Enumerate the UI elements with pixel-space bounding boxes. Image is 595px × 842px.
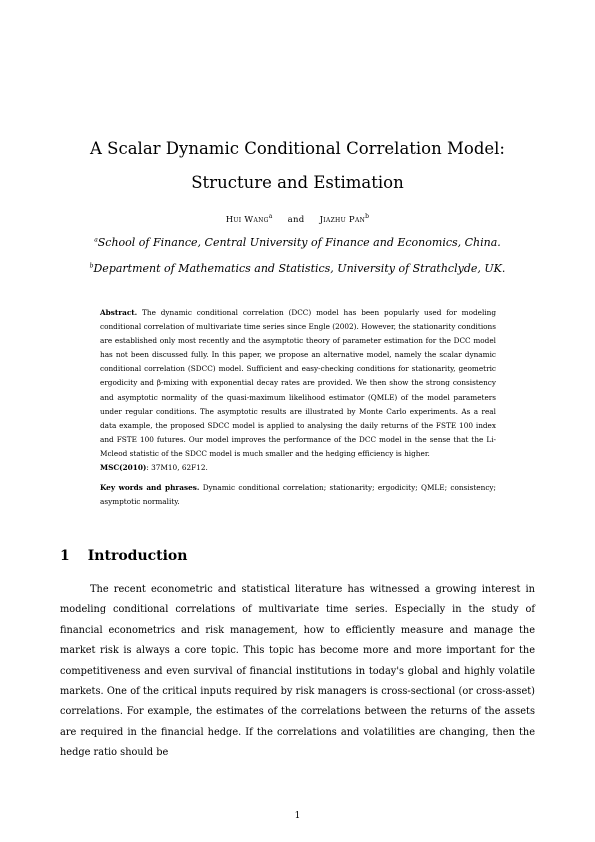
affiliation-a bbox=[60, 236, 535, 249]
intro-paragraph: The recent econometric and statistical literature has witnessed a growing interest in modeling conditional correlations of multivariate time series. Especially in the study of financial econometrics and risk management, how to efficiently measure and manage the market risk is always a core topic. This topic has become more and more important for the competitiveness and even survival of financial institutions in today's global and highly volatile markets. One of the critical inputs required by risk managers is cross-sectional (or cross-asset) correlations. For example, the estimates of the correlations between the returns of the assets are required in the financial hedge. If the correlations and volatilities are changing, then the hedge ratio should be bbox=[60, 584, 535, 759]
section-number: 1 bbox=[60, 548, 70, 564]
paper-title-line2: Structure and Estimation bbox=[191, 173, 404, 192]
affiliation-b bbox=[60, 262, 535, 275]
keywords-label: Key words and phrases. bbox=[100, 483, 200, 493]
abstract-block bbox=[100, 306, 496, 509]
msc-line bbox=[100, 461, 496, 475]
author-name: Jiazhu Pan bbox=[319, 214, 366, 225]
msc-label: MSC(2010) bbox=[100, 463, 147, 473]
abstract-paragraph bbox=[100, 306, 496, 461]
section-title: Introduction bbox=[87, 548, 188, 564]
msc-value: : 37M10, 62F12. bbox=[146, 463, 208, 473]
affiliation-mark: b bbox=[365, 213, 370, 220]
abstract-text: The dynamic conditional correlation (DCC) model has been popularly used for modeling conditional correlation of multivariate time series since Engle (2002). However, the stationarity conditions are established only most recently and the asymptotic theory of parameter estimation for the DCC model has not been discussed fully. In this paper, we propose an alternative model, namely the scalar dynamic conditional correlation (SDCC) model. Sufficient and easy-checking conditions for stationarity, geometric ergodicity and β-mixing with exponential decay rates are provided. We then show the strong consistency and asymptotic normality of the quasi-maximum likelihood estimator (QMLE) of the model parameters under regular conditions. The asymptotic results are illustrated by Monte Carlo experiments. As a real data example, the proposed SDCC model is applied to analysing the daily returns of the FSTE 100 index and FSTE 100 futures. Our model improves the performance of the DCC model in the sense that the Li-Mcleod statistic of the SDCC model is much smaller and the hedging efficiency is higher. bbox=[100, 308, 496, 458]
section-heading bbox=[60, 548, 187, 564]
affiliation-text: Department of Mathematics and Statistics, University of Strathclyde, UK. bbox=[93, 262, 506, 275]
author-name: Hui Wang bbox=[225, 214, 269, 225]
page-number: 1 bbox=[294, 811, 301, 821]
author-line bbox=[60, 213, 535, 225]
affiliation-text: School of Finance, Central University of Finance and Economics, China. bbox=[97, 236, 501, 249]
paper-title-line1: A Scalar Dynamic Conditional Correlation Model: bbox=[90, 139, 505, 158]
affiliation-mark: b bbox=[89, 262, 94, 270]
keywords-value: Dynamic conditional correlation; stationarity; ergodicity; QMLE; consistency; asymptotic normality. bbox=[100, 483, 496, 507]
author-conjunction: and bbox=[287, 214, 305, 225]
affiliation-mark: a bbox=[268, 213, 273, 220]
keywords-line bbox=[100, 481, 496, 509]
abstract-label: Abstract. bbox=[100, 308, 138, 317]
affiliation-mark: a bbox=[94, 236, 98, 244]
